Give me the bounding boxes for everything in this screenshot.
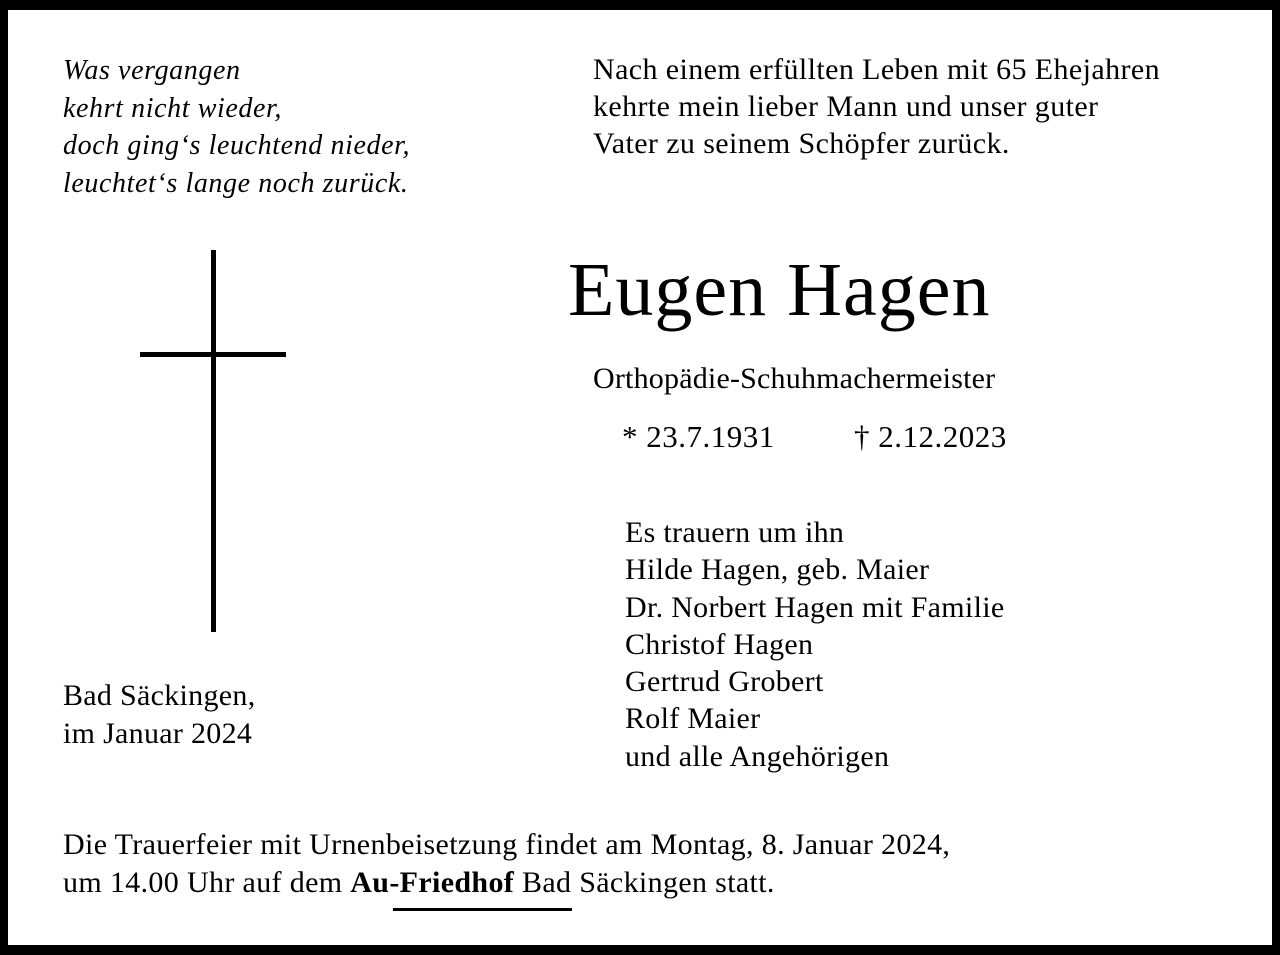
ceremony-info — [63, 826, 950, 902]
mourners-heading: Es trauern um ihn — [625, 516, 845, 549]
ceremony-line-1: Die Trauerfeier mit Urnenbeisetzung findet am Montag, 8. Januar 2024, — [63, 828, 951, 861]
cross-vertical-bar — [211, 250, 216, 632]
ceremony-time: um 14.00 Uhr auf dem — [63, 866, 351, 899]
cemetery-name: Au-Friedhof — [350, 866, 515, 899]
ceremony-location-rest: Bad Säckingen statt. — [514, 866, 775, 899]
mourner-name: Dr. Norbert Hagen mit Familie — [625, 590, 1005, 624]
poem-line: leuchtet‘s lange noch zurück. — [63, 167, 409, 199]
ceremony-line-2 — [63, 864, 950, 902]
birth-date: * 23.7.1931 — [622, 419, 775, 454]
cemetery-underline — [393, 908, 572, 911]
poem — [63, 52, 410, 202]
cross-horizontal-bar — [140, 352, 286, 357]
place-city: Bad Säckingen, — [63, 679, 256, 712]
mourner-name: und alle Angehörigen — [625, 739, 890, 773]
death-date: † 2.12.2023 — [854, 419, 1007, 454]
cross-icon — [140, 250, 286, 632]
intro-line: Vater zu seinem Schöpfer zurück. — [593, 127, 1010, 160]
mourner-name: Hilde Hagen, geb. Maier — [625, 553, 930, 587]
intro-line: kehrte mein lieber Mann und unser guter — [593, 90, 1099, 123]
deceased-profession: Orthopädie-Schuhmachermeister — [593, 362, 996, 395]
mourner-name: Christof Hagen — [625, 627, 814, 661]
poem-line: kehrt nicht wieder, — [63, 92, 283, 124]
intro-line: Nach einem erfüllten Leben mit 65 Ehejahren — [593, 53, 1160, 86]
deceased-name: Eugen Hagen — [568, 248, 991, 332]
place-and-date — [63, 677, 256, 753]
poem-line: Was vergangen — [63, 55, 241, 86]
poem-line: doch ging‘s leuchtend nieder, — [63, 130, 411, 161]
place-date: im Januar 2024 — [63, 717, 253, 750]
mourner-name: Gertrud Grobert — [625, 665, 824, 699]
intro-text — [593, 51, 1160, 162]
mourners-list — [625, 514, 1004, 775]
mourner-name: Rolf Maier — [625, 702, 761, 736]
life-dates — [622, 418, 1007, 456]
